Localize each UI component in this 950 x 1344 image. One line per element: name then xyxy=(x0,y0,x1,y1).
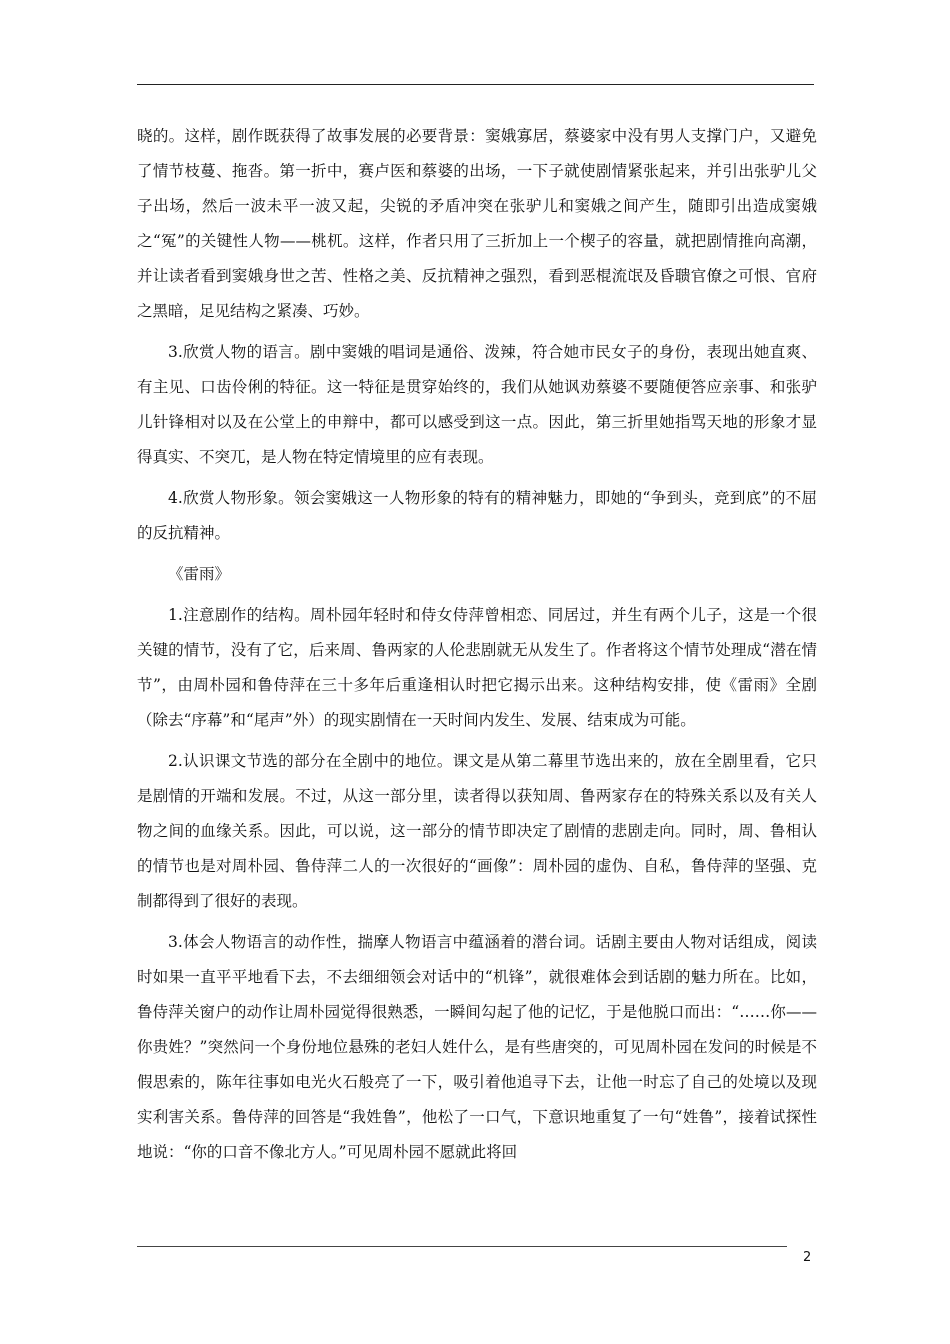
section-title-leiyu: 《雷雨》 xyxy=(168,565,231,583)
paragraph-leiyu-language: 3.体会人物语言的动作性，揣摩人物语言中蕴涵着的潜台词。话剧主要由人物对话组成，阅读时如果一直平平地看下去，不去细细领会对话中的“机锋”，就很难体会到话剧的魅力所在。比如，鲁侍萍关窗户的动作让周朴园觉得很熟悉，一瞬间勾起了他的记忆，于是他脱口而出：“……你——你贵姓？”突然问一个身份地位悬殊的老妇人姓什么，是有些唐突的，可见周朴园在发问的时候是不假思索的，陈年往事如电光火石般亮了一下，吸引着他追寻下去，让他一时忘了自己的处境以及现实利害关系。鲁侍萍的回答是“我姓鲁”，他松了一口气，下意识地重复了一句“姓鲁”，接着试探性地说：“你的口音不像北方人。”可见周朴园不愿就此将回 xyxy=(137,933,817,1161)
header-rule xyxy=(137,84,814,85)
document-body xyxy=(137,119,817,1170)
paragraph-structure-continued: 晓的。这样，剧作既获得了故事发展的必要背景：窦娥寡居，蔡婆家中没有男人支撑门户，又避免了情节枝蔓、拖沓。第一折中，赛卢医和蔡婆的出场，一下子就使剧情紧张起来，并引出张驴儿父子出场，然后一波未平一波又起，尖锐的矛盾冲突在张驴儿和窦娥之间产生，随即引出造成窦娥之“冤”的关键性人物——桃杌。这样，作者只用了三折加上一个楔子的容量，就把剧情推向高潮，并让读者看到窦娥身世之苦、性格之美、反抗精神之强烈，看到恶棍流氓及昏聩官僚之可恨、官府之黑暗，足见结构之紧凑、巧妙。 xyxy=(137,127,817,320)
paragraph-leiyu-structure: 1.注意剧作的结构。周朴园年轻时和侍女侍萍曾相恋、同居过，并生有两个儿子，这是一个很关键的情节，没有了它，后来周、鲁两家的人伦悲剧就无从发生了。作者将这个情节处理成“潜在情节”，由周朴园和鲁侍萍在三十多年后重逢相认时把它揭示出来。这种结构安排，使《雷雨》全剧（除去“序幕”和“尾声”外）的现实剧情在一天时间内发生、发展、结束成为可能。 xyxy=(137,606,817,729)
footer-rule xyxy=(137,1246,787,1247)
paragraph-character-image: 4.欣赏人物形象。领会窦娥这一人物形象的特有的精神魅力，即她的“争到头，竞到底”的不屈的反抗精神。 xyxy=(137,489,817,542)
page-number: 2 xyxy=(803,1250,812,1265)
paragraph-leiyu-position: 2.认识课文节选的部分在全剧中的地位。课文是从第二幕里节选出来的，放在全剧里看，它只是剧情的开端和发展。不过，从这一部分里，读者得以获知周、鲁两家存在的特殊关系以及有关人物之间的血缘关系。因此，可以说，这一部分的情节即决定了剧情的悲剧走向。同时，周、鲁相认的情节也是对周朴园、鲁侍萍二人的一次很好的“画像”：周朴园的虚伪、自私，鲁侍萍的坚强、克制都得到了很好的表现。 xyxy=(137,752,817,910)
paragraph-language: 3.欣赏人物的语言。剧中窦娥的唱词是通俗、泼辣，符合她市民女子的身份，表现出她直爽、有主见、口齿伶俐的特征。这一特征是贯穿始终的，我们从她讽劝蔡婆不要随便答应亲事、和张驴儿针锋相对以及在公堂上的申辩中，都可以感受到这一点。因此，第三折里她指骂天地的形象才显得真实、不突兀，是人物在特定情境里的应有表现。 xyxy=(137,343,817,466)
